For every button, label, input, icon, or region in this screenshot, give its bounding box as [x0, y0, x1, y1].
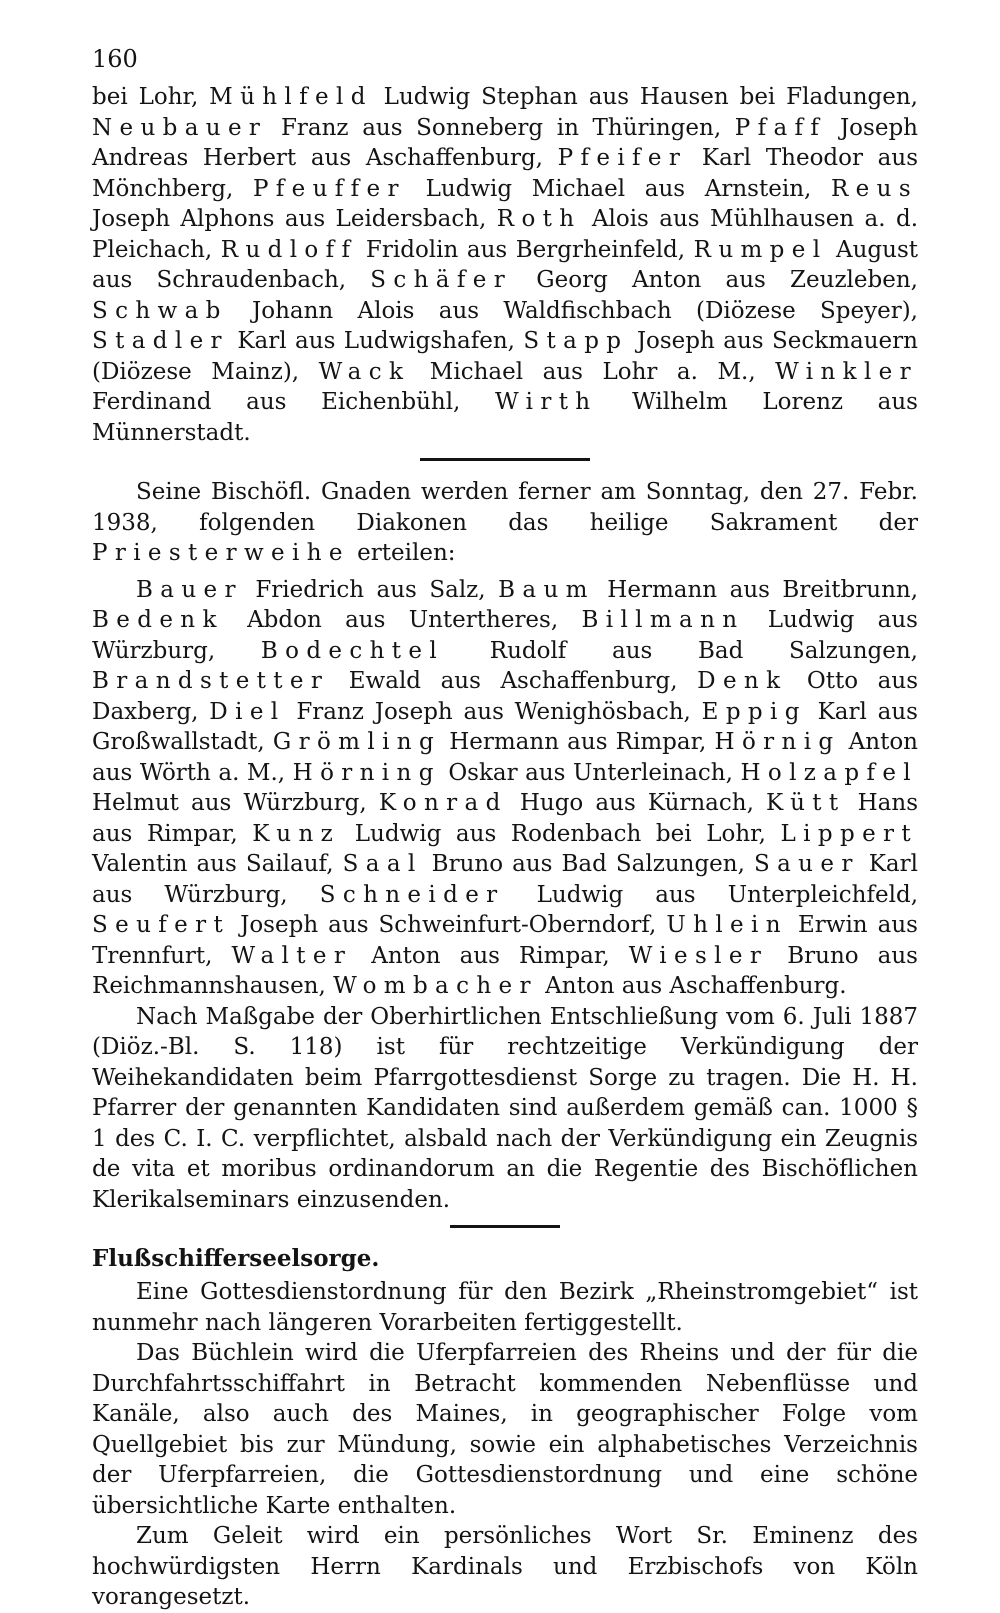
deacon-surname: Billmann [581, 607, 745, 633]
section-heading: Flußschifferseelsorge. [92, 1245, 380, 1272]
candidate-surname: Schäfer [370, 267, 513, 293]
candidate-surname: Winkler [775, 358, 918, 385]
deacon-surname: Bodechtel [260, 637, 445, 664]
deacon-surname: Konrad [378, 790, 508, 816]
candidate-surname: Pfeifer [557, 145, 688, 171]
candidate-surname: Reus [831, 175, 918, 202]
deacon-surname: Holzapfel [740, 759, 919, 786]
candidate-surname: Roth [496, 206, 582, 232]
candidate-surname: Rumpel [693, 236, 828, 263]
paragraph-booklet: Das Büchlein wird die Uferpfarreien des Rheins und der für die Durchfahrtsschiffahrt in Betracht kommenden Nebenflüsse und Kanäle, also auch des Maines, in geographischer Folge vom Quellgebiet bis zur Mündung, sowie ein alphabetisches Verzeichnis der Uferpfarreien, die Gottesdienstordnung und eine schöne übersichtliche Karte enthalten. [92, 1340, 918, 1519]
deacon-surname: Wiesler [628, 942, 769, 969]
deacon-surname: Seufert [92, 912, 231, 938]
deacon-surname: Walter [231, 942, 353, 969]
deacon-surname: Uhlein [666, 912, 788, 938]
section-divider [450, 1225, 560, 1228]
announcement-instructions: Nach Maßgabe der Oberhirtlichen Entschließung vom 6. Juli 1887 (Diöz.-Bl. S. 118) ist für rechtzeitige Verkündigung der Weihekandidaten beim Pfarrgottesdienst Sorge zu tragen. Die H. H. Pfarrer der genannten Kandidaten sind außerdem gemäß can. 1000 § 1 des C. I. C. verpflichtet, alsbald nach der Verkündigung ein Zeugnis de vita et moribus ordinandorum an die Regentie des Bischöflichen Klerikalseminars einzusenden. [92, 1003, 918, 1213]
deacon-surname: Wombacher [333, 973, 538, 999]
deacon-surname: Kunz [252, 820, 341, 847]
deacon-surname: Diel [209, 698, 286, 725]
candidate-list-continued: bei Lohr, Mühlfeld Ludwig Stephan aus Hausen bei Fladungen, Neubauer Franz aus Sonneberg in Thüringen, Pfaff Joseph Andreas Herbert aus Aschaffenburg, Pfeifer Karl Theodor aus Mönchberg, Pfeuffer Ludwig Michael aus Arnstein, Reus Joseph Alphons aus Leidersbach, Roth Alois aus Mühlhausen a. d. Pleichach, Rudloff Fridolin aus Bergrheinfeld, Rumpel August aus Schraudenbach, Schäfer Georg Anton aus Zeuzleben, Schwab Johann Alois aus Waldfischbach (Diözese Speyer), Stadler Karl aus Ludwigshafen, Stapp Joseph aus Seckmauern (Diözese Mainz), Wack Michael aus Lohr a. M., Winkler Ferdinand aus Eichenbühl, Wirth Wilhelm Lorenz aus Münnerstadt. [92, 84, 919, 446]
candidate-surname: Schwab [92, 297, 228, 324]
deacon-surname: Kütt [766, 790, 846, 816]
deacon-surname: Lippert [780, 820, 918, 847]
candidate-surname: Neubauer [92, 114, 268, 141]
candidate-surname: Wack [318, 358, 411, 385]
deacon-surname: Brandstetter [92, 668, 330, 694]
deacon-surname: Hörnig [714, 729, 841, 755]
candidate-surname: Stapp [523, 328, 629, 354]
deacon-surname: Saal [342, 851, 423, 877]
spaced-term: Priesterweihe [92, 540, 350, 566]
deacon-surname: Eppig [701, 698, 807, 725]
candidate-surname: Pfeuffer [252, 175, 406, 202]
page-number: 160 [92, 45, 138, 73]
deacon-surname: Baum [498, 576, 595, 603]
deacon-surname: Hörning [292, 759, 441, 786]
deacon-surname: Bedenk [92, 607, 224, 633]
deacon-surname: Schneider [319, 881, 505, 908]
ordination-announcement: Seine Bischöfl. Gnaden werden ferner am Sonntag, den 27. Febr. 1938, folgenden Diakonen das heilige Sakrament der Priesterweihe erteilen: [92, 479, 918, 566]
deacon-surname: Grömling [272, 729, 442, 755]
candidate-surname: Stadler [92, 328, 229, 354]
paragraph-schedule: Eine Gottesdienstordnung für den Bezirk „Rheinstromgebiet“ ist nunmehr nach längeren Vorarbeiten fertiggestellt. [92, 1279, 918, 1336]
deacon-surname: Sauer [753, 851, 860, 877]
candidate-surname: Wirth [495, 389, 598, 415]
candidate-surname: Mühlfeld [209, 84, 373, 110]
paragraph-foreword: Zum Geleit wird ein persönliches Wort Sr. Eminenz des hochwürdigsten Herrn Kardinals und Erzbischofs von Köln vorangesetzt. [92, 1523, 918, 1610]
candidate-surname: Rudloff [220, 236, 358, 263]
document-page [92, 44, 919, 1610]
deacon-list: Bauer Friedrich aus Salz, Baum Hermann aus Breitbrunn, Bedenk Abdon aus Untertheres, Billmann Ludwig aus Würzburg, Bodechtel Rudolf aus Bad Salzungen, Brandstetter Ewald aus Aschaffenburg, Denk Otto aus Daxberg, Diel Franz Joseph aus Wenighösbach, Eppig Karl aus Großwallstadt, Grömling Hermann aus Rimpar, Hörnig Anton aus Wörth a. M., Hörning Oskar aus Unterleinach, Holzapfel Helmut aus Würzburg, Konrad Hugo aus Kürnach, Kütt Hans aus Rimpar, Kunz Ludwig aus Rodenbach bei Lohr, Lippert Valentin aus Sailauf, Saal Bruno aus Bad Salzungen, Sauer Karl aus Würzburg, Schneider Ludwig aus Unterpleichfeld, Seufert Joseph aus Schweinfurt-Oberndorf, Uhlein Erwin aus Trennfurt, Walter Anton aus Rimpar, Wiesler Bruno aus Reichmannshausen, Wombacher Anton aus Aschaffenburg. [92, 576, 919, 999]
deacon-surname: Bauer [136, 576, 243, 603]
section-divider [420, 458, 590, 461]
deacon-surname: Denk [697, 668, 788, 694]
candidate-surname: Pfaff [734, 114, 827, 141]
